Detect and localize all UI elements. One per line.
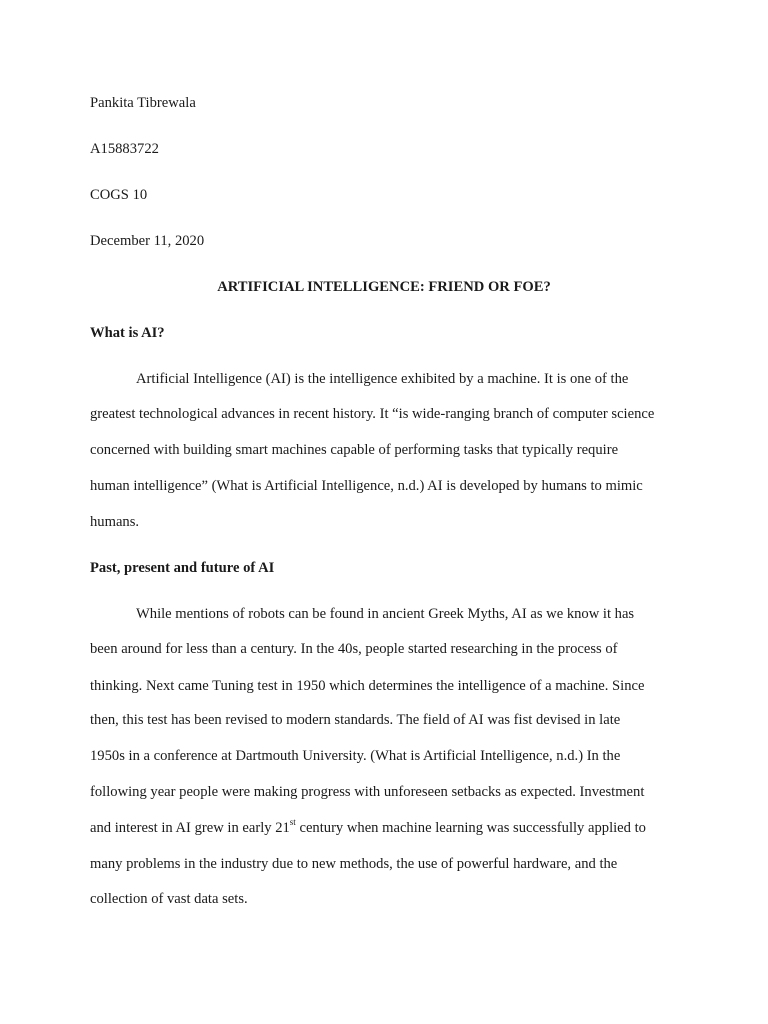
paragraph-line: collection of vast data sets. [90, 891, 248, 907]
paragraph-line [90, 819, 646, 837]
author-name: Pankita Tibrewala [90, 95, 196, 111]
section-heading-past-present-future: Past, present and future of AI [90, 560, 275, 576]
paragraph-line: concerned with building smart machines capable of performing tasks that typically require [90, 442, 619, 458]
paragraph-line: following year people were making progress with unforeseen setbacks as expected. Investment [90, 784, 645, 800]
paragraph-line: human intelligence” (What is Artificial Intelligence, n.d.) AI is developed by humans to mimic [90, 478, 643, 494]
paragraph-line: While mentions of robots can be found in ancient Greek Myths, AI as we know it has [136, 606, 635, 622]
paragraph-line: 1950s in a conference at Dartmouth University. (What is Artificial Intelligence, n.d.) In the [90, 748, 621, 764]
superscript-text: st [289, 817, 296, 828]
section-heading-what-is-ai: What is AI? [90, 325, 165, 341]
line-text-before: and interest in AI grew in early 21 [90, 820, 290, 836]
student-id: A15883722 [90, 141, 159, 157]
paragraph-line: many problems in the industry due to new methods, the use of powerful hardware, and the [90, 856, 618, 872]
paragraph-line: been around for less than a century. In the 40s, people started researching in the process of [90, 641, 618, 657]
paragraph-line: then, this test has been revised to modern standards. The field of AI was fist devised in late [90, 712, 621, 728]
document-date: December 11, 2020 [90, 233, 205, 249]
line-text-after: century when machine learning was successfully applied to [295, 820, 646, 836]
course-name: COGS 10 [90, 187, 148, 203]
document-title: ARTIFICIAL INTELLIGENCE: FRIEND OR FOE? [217, 279, 551, 295]
paragraph-line: Artificial Intelligence (AI) is the intelligence exhibited by a machine. It is one of the [136, 371, 629, 387]
paragraph-line: greatest technological advances in recent history. It “is wide-ranging branch of computer science [90, 406, 655, 422]
paragraph-line: humans. [90, 514, 140, 530]
paragraph-line: thinking. Next came Tuning test in 1950 which determines the intelligence of a machine. Since [90, 678, 645, 694]
